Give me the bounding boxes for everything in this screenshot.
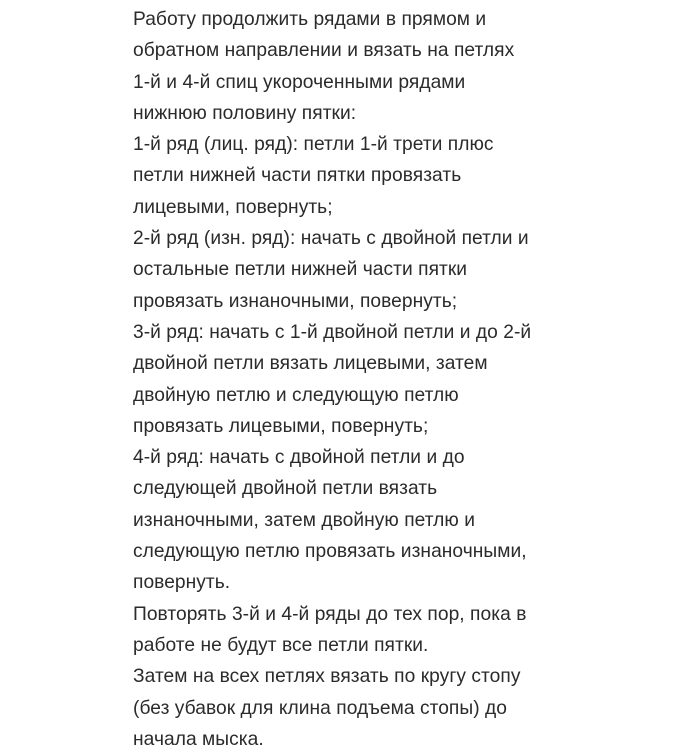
text-line: нижнюю половину пятки: [133, 102, 357, 124]
text-line: лицевыми, повернуть; [133, 196, 333, 218]
text-line: двойную петлю и следующую петлю [133, 384, 459, 406]
text-line: обратном направлении и вязать на петлях [133, 40, 515, 62]
text-line: 4-й ряд: начать с двойной петли и до [133, 447, 465, 469]
text-line: работе не будут все петли пятки. [133, 634, 429, 656]
text-line: следующей двойной петли вязать [133, 478, 438, 500]
instruction-text [133, 4, 653, 755]
text-line: провязать лицевыми, повернуть; [133, 415, 429, 437]
text-line: 2-й ряд (изн. ряд): начать с двойной петли и [133, 228, 529, 250]
text-line: Затем на всех петлях вязать по кругу стопу [133, 666, 521, 688]
text-line: провязать изнаночными, повернуть; [133, 290, 458, 312]
text-line: петли нижней части пятки провязать [133, 165, 462, 187]
text-line: изнаночными, затем двойную петлю и [133, 509, 475, 531]
text-line: Работу продолжить рядами в прямом и [133, 9, 487, 30]
text-line: Повторять 3-й и 4-й ряды до тех пор, пока в [133, 603, 527, 625]
text-line: 1-й и 4-й спиц укороченными рядами [133, 71, 466, 93]
text-line: повернуть. [133, 572, 231, 594]
text-line: следующую петлю провязать изнаночными, [133, 541, 527, 563]
text-line: 3-й ряд: начать с 1-й двойной петли и до 2-й [133, 321, 532, 343]
text-line: двойной петли вязать лицевыми, затем [133, 353, 488, 375]
text-line: (без убавок для клина подъема стопы) до [133, 697, 508, 719]
text-line: остальные петли нижней части пятки [133, 259, 468, 281]
text-line: начала мыска. [133, 728, 264, 750]
text-line: 1-й ряд (лиц. ряд): петли 1-й трети плюс [133, 134, 494, 156]
